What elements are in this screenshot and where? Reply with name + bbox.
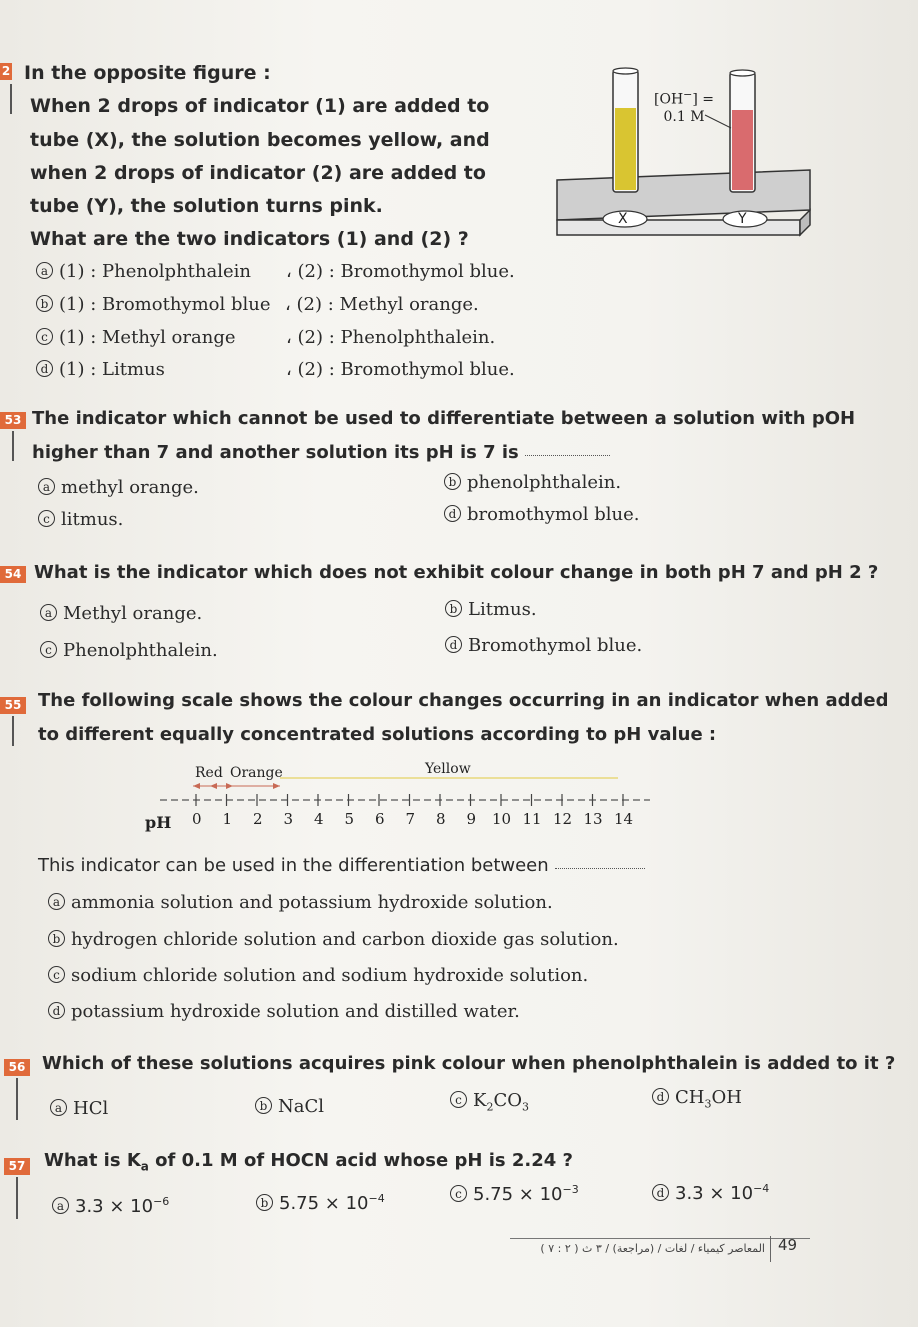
option-letter-a: a (38, 478, 55, 495)
tube-x-solution (615, 108, 636, 190)
ph-tick-label-3: 3 (283, 810, 294, 828)
q52-line-2: When 2 drops of indicator (1) are added to (30, 95, 490, 117)
question-number-55: 55 (0, 697, 26, 714)
tube-x-label: X (618, 211, 628, 227)
q57-option-a[interactable]: a $3.3 \times 10^{-6}$ (52, 1195, 169, 1217)
q53-option-b[interactable]: b phenolphthalein. (444, 472, 621, 493)
question-number-57: 57 (4, 1158, 30, 1175)
option-letter-b: b (36, 295, 53, 312)
option-letter-c: c (36, 328, 53, 345)
option-letter-d: d (652, 1184, 669, 1201)
q52-option-b[interactable]: b (1) : Bromothymol blue (36, 294, 270, 315)
q52-line-5: tube (Y), the solution turns pink. (30, 195, 383, 217)
q52-line-4: when 2 drops of indicator (2) are added to (30, 162, 486, 184)
q55-line-1: The following scale shows the colour changes occurring in an indicator when added (38, 690, 889, 711)
q54-line-1: What is the indicator which does not exhibit colour change in both pH 7 and pH 2 ? (34, 562, 879, 583)
question-number-56: 56 (4, 1059, 30, 1076)
hydroxide-concentration-label: [OH−] = 0.1 M (654, 88, 715, 125)
q52-option-a[interactable]: a (1) : Phenolphthalein (36, 261, 251, 282)
question-bar-52 (10, 84, 12, 114)
option-letter-b: b (255, 1097, 272, 1114)
q54-option-d[interactable]: d Bromothymol blue. (445, 635, 642, 656)
q52-option-b-part2: ، (2) : Methyl orange. (285, 294, 479, 315)
q52-option-d[interactable]: d (1) : Litmus (36, 359, 165, 380)
q52-option-c[interactable]: c (1) : Methyl orange (36, 327, 236, 348)
option-letter-d: d (36, 360, 53, 377)
option-letter-b: b (444, 473, 461, 490)
ph-tick-label-6: 6 (375, 810, 385, 828)
option-letter-c: c (450, 1091, 467, 1108)
q55-option-b[interactable]: b hydrogen chloride solution and carbon dioxide gas solution. (48, 929, 619, 950)
q57-line-1: What is $K_a$ of 0.1 M of HOCN acid whose pH is 2.24 ? (44, 1150, 573, 1174)
q55-option-a[interactable]: a ammonia solution and potassium hydroxide solution. (48, 892, 553, 913)
question-bar-57 (16, 1177, 18, 1219)
option-letter-b: b (48, 930, 65, 947)
q57-option-c[interactable]: c $5.75 \times 10^{-3}$ (450, 1183, 579, 1205)
q55-line-3: This indicator can be used in the differentiation between (38, 855, 645, 876)
option-letter-c: c (48, 966, 65, 983)
option-letter-c: c (40, 641, 57, 658)
ph-tick-label-8: 8 (436, 810, 446, 828)
ph-tick-label-10: 10 (492, 810, 512, 828)
ph-tick-label-7: 7 (405, 810, 416, 828)
ph-tick-label-1: 1 (222, 810, 233, 828)
option-letter-c: c (450, 1185, 467, 1202)
option-letter-d: d (652, 1088, 669, 1105)
q55-option-d[interactable]: d potassium hydroxide solution and distilled water. (48, 1001, 520, 1022)
q52-line-1: In the opposite figure : (24, 62, 271, 84)
option-letter-a: a (40, 604, 57, 621)
q56-option-a[interactable]: a HCl (50, 1098, 108, 1119)
answer-blank (555, 867, 645, 869)
ph-tick-label-0: 0 (192, 810, 202, 828)
q57-option-d[interactable]: d $3.3 \times 10^{-4}$ (652, 1182, 769, 1204)
tube-y-solution (732, 110, 753, 190)
option-letter-a: a (52, 1197, 69, 1214)
ph-tick-label-4: 4 (314, 810, 324, 828)
label-yellow: Yellow (425, 761, 471, 777)
q55-line-2: to different equally concentrated solutions according to pH value : (38, 724, 717, 745)
q53-line-2: higher than 7 and another solution its pH is 7 is (32, 442, 610, 463)
q52-option-d-part2: ، (2) : Bromothymol blue. (286, 359, 515, 380)
ph-tick-label-12: 12 (553, 810, 573, 828)
q55-option-c[interactable]: c sodium chloride solution and sodium hydroxide solution. (48, 965, 588, 986)
q54-option-c[interactable]: c Phenolphthalein. (40, 640, 218, 661)
q56-option-c[interactable]: c $K_2CO_3$ (450, 1090, 529, 1114)
question-number-53: 53 (0, 412, 26, 429)
ph-tick-label-11: 11 (522, 810, 542, 828)
option-letter-d: d (445, 636, 462, 653)
answer-blank (525, 454, 610, 456)
q52-option-c-part2: ، (2) : Phenolphthalein. (286, 327, 496, 348)
option-letter-b: b (256, 1194, 273, 1211)
ph-scale-lines (140, 760, 660, 840)
q57-option-b[interactable]: b $5.75 \times 10^{-4}$ (256, 1192, 385, 1214)
ph-tick-label-13: 13 (583, 810, 603, 828)
question-number-54: 54 (0, 566, 26, 583)
option-letter-b: b (445, 600, 462, 617)
label-orange: Orange (230, 765, 283, 781)
option-letter-c: c (38, 510, 55, 527)
ph-tick-label-14: 14 (614, 810, 634, 828)
ph-scale (140, 760, 660, 840)
page-number: 49 (778, 1236, 798, 1254)
tube-y-label: Y (738, 211, 747, 227)
question-number-52: 2 (1, 64, 11, 78)
q53-option-a[interactable]: a methyl orange. (38, 477, 199, 498)
q56-line-1: Which of these solutions acquires pink colour when phenolphthalein is added to it ? (42, 1053, 896, 1074)
ph-tick-label-9: 9 (466, 810, 477, 828)
question-bar-55 (12, 716, 14, 746)
q53-line-1: The indicator which cannot be used to differentiate between a solution with pOH (32, 408, 856, 429)
option-letter-a: a (50, 1099, 67, 1116)
q52-line-6: What are the two indicators (1) and (2) ? (30, 228, 469, 250)
q54-option-b[interactable]: b Litmus. (445, 599, 537, 620)
option-letter-d: d (48, 1002, 65, 1019)
option-letter-d: d (444, 505, 461, 522)
label-red: Red (195, 765, 223, 781)
q53-option-c[interactable]: c litmus. (38, 509, 123, 530)
footer-book-info: المعاصر كيمياء / لغات / (مراجعة) / ٣ ث ( ٢ : ٧ ) (540, 1242, 765, 1255)
q53-option-d[interactable]: d bromothymol blue. (444, 504, 640, 525)
question-bar-56 (16, 1078, 18, 1120)
q54-option-a[interactable]: a Methyl orange. (40, 603, 202, 624)
ph-tick-label-2: 2 (253, 810, 263, 828)
question-bar-53 (12, 431, 14, 461)
q56-option-d[interactable]: d $CH_3OH$ (652, 1087, 742, 1111)
ph-tick-label-5: 5 (344, 810, 355, 828)
q56-option-b[interactable]: b NaCl (255, 1096, 324, 1117)
ph-axis-label: pH (145, 813, 172, 832)
option-letter-a: a (48, 893, 65, 910)
q52-line-3: tube (X), the solution becomes yellow, and (30, 129, 490, 151)
footer-divider (510, 1238, 810, 1239)
option-letter-a: a (36, 262, 53, 279)
q52-option-a-part2: ، (2) : Bromothymol blue. (286, 261, 515, 282)
footer-rule-vertical (770, 1236, 771, 1262)
